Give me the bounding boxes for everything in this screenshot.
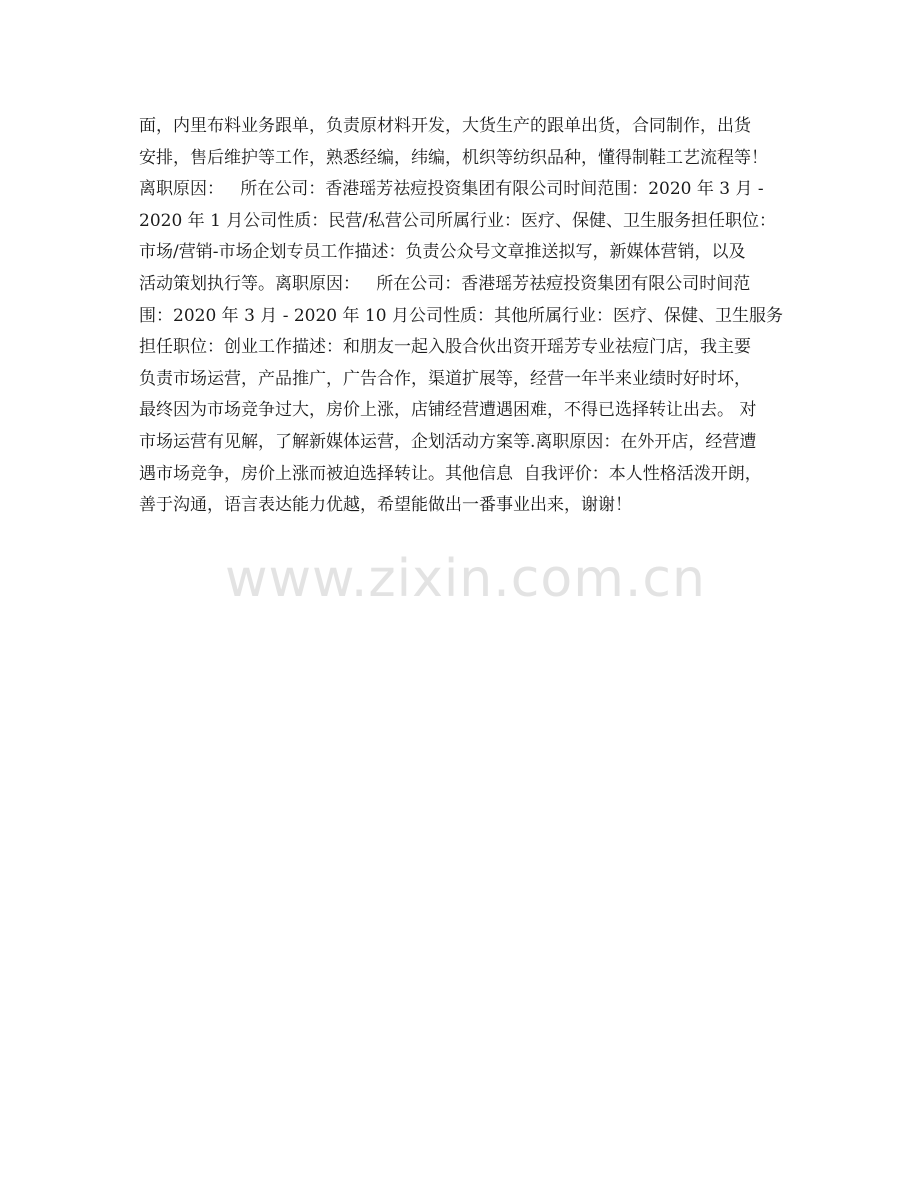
text-line: 担任职位：创业工作描述：和朋友一起入股合伙出资开瑶芳专业祛痘门店，我主要 [139,337,751,358]
text-line: 善于沟通，语言表达能力优越，希望能做出一番事业出来，谢谢！ [139,495,632,516]
text-line: 最终因为市场竞争过大，房价上涨，店铺经营遭遇困难，不得已选择转让出去。 对 [139,400,757,421]
text-line: 活动策划执行等。离职原因： 所在公司：香港瑶芳祛痘投资集团有限公司时间范 [139,273,751,294]
text-line: 面，内里布料业务跟单，负责原材料开发，大货生产的跟单出货，合同制作，出货 [139,116,751,136]
text-line: 安排，售后维护等工作，熟悉经编，纬编，机织等纺织品种，懂得制鞋工艺流程等！ [139,147,768,168]
text-line: 2020 年 1 月公司性质：民营/私营公司所属行业：医疗、保健、卫生服务担任职位： [139,210,777,231]
text-line: 市场运营有见解，了解新媒体运营，企划活动方案等.离职原因：在外开店，经营遭 [139,431,757,452]
text-line: 负责市场运营，产品推广，广告合作，渠道扩展等，经营一年半来业绩时好时坏， [139,368,751,389]
text-line: 离职原因： 所在公司：香港瑶芳祛痘投资集团有限公司时间范围：2020 年 3 月 - [139,179,764,200]
text-line: 遇市场竞争，房价上涨而被迫选择转让。其他信息 自我评价：本人性格活泼开朗， [139,463,762,484]
text-line: 市场/营销-市场企划专员工作描述：负责公众号文章推送拟写，新媒体营销，以及 [139,242,746,263]
resume-body-text [139,111,784,522]
text-line: 围：2020 年 3 月 - 2020 年 10 月公司性质：其他所属行业：医疗、保健、卫生服务 [139,305,783,326]
watermark: www.zixin.com.cn [225,549,706,609]
